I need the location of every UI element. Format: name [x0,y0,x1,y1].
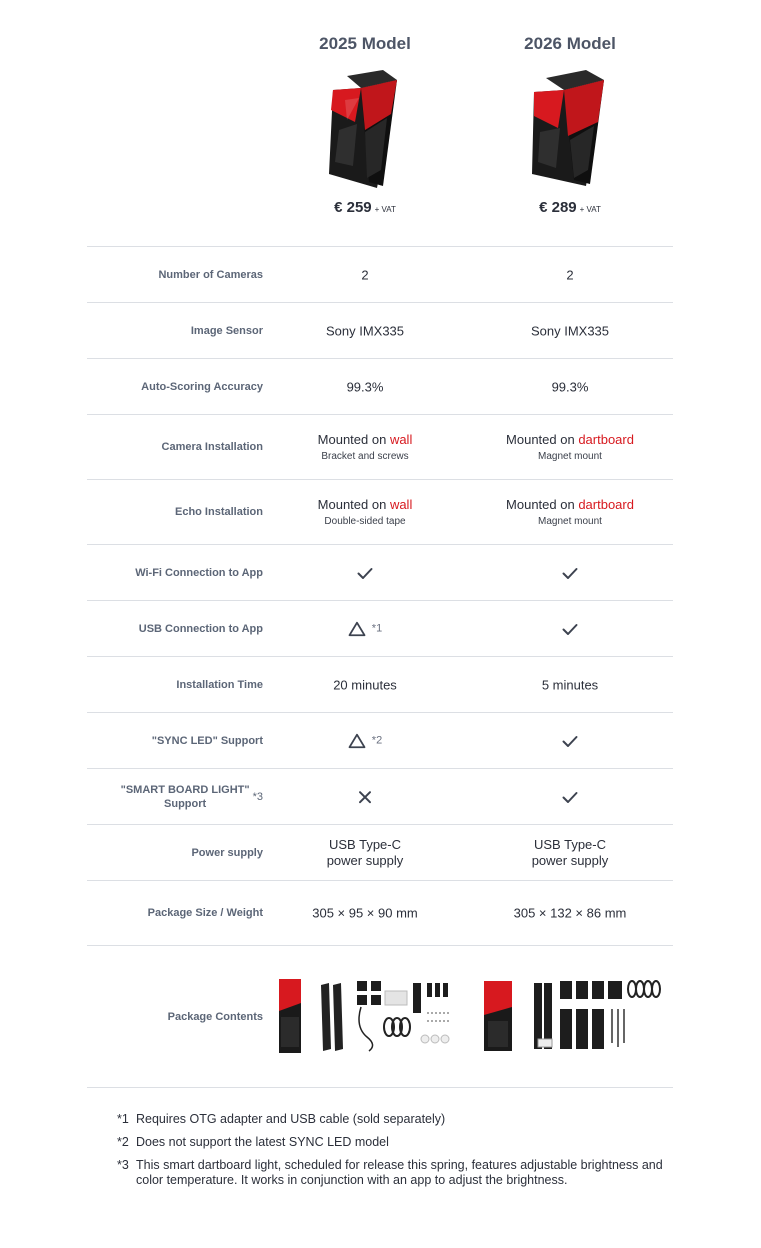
row-label: Echo Installation [174,506,263,518]
value-2026: Sony IMX335 [530,323,610,338]
vat-label: + VAT [579,205,601,214]
package-contents-2026-image [482,977,662,1057]
check-icon [562,792,578,804]
footnote-key: *3 [117,1158,129,1172]
mount-prefix: Mounted on [317,432,390,447]
value-2026 [475,621,665,636]
value-2025: 305 × 95 × 90 mm [312,905,418,921]
row-wifi-connection [87,544,673,600]
mount-prefix: Mounted on [506,432,579,447]
row-label: Camera Installation [161,441,263,453]
footnote-2 [117,1135,677,1150]
value-2026: 99.3% [551,379,589,394]
value-2026 [475,565,665,580]
row-label: Package Contents [167,1010,263,1023]
product-box-image [325,70,405,188]
footnote-ref: *1 [371,622,383,635]
price-amount: € 259 [334,199,372,216]
check-icon [562,624,578,636]
value-2025 [270,837,460,869]
check-icon [357,568,373,580]
row-label: Number of Cameras [158,268,263,281]
value-2026 [475,497,665,527]
row-camera-installation [87,414,673,479]
product-box-image [530,70,610,188]
row-label: Auto-Scoring Accuracy [141,380,263,393]
row-number-of-cameras [87,246,673,302]
value-2026: 5 minutes [541,677,599,692]
mount-prefix: Mounted on [506,497,579,512]
table-bottom-divider [87,1087,673,1088]
row-label: Installation Time [176,678,263,691]
row-label: USB Connection to App [138,622,263,635]
row-package-size [87,880,673,945]
value-2025 [270,732,460,749]
footnote-text: Does not support the latest SYNC LED model [136,1135,389,1149]
value-2026: 305 × 132 × 86 mm [513,905,627,921]
footnote-key: *1 [117,1112,129,1126]
row-label-line1: "SMART BOARD LIGHT" [120,783,250,796]
power-line2: power supply [326,852,404,868]
footnote-ref: *3 [252,790,263,803]
value-2025 [270,620,460,637]
value-2025 [270,432,460,462]
mount-location: wall [389,497,413,512]
mount-location: dartboard [578,432,634,447]
check-icon [562,568,578,580]
row-echo-installation [87,479,673,544]
cross-icon [358,790,372,804]
row-label: Image Sensor [190,324,263,337]
row-label: Wi-Fi Connection to App [135,566,263,579]
value-2026 [475,733,665,748]
row-sync-led-support [87,712,673,768]
mount-method: Magnet mount [538,516,602,527]
row-smart-board-light-support [87,768,673,824]
value-2025: Sony IMX335 [325,323,405,338]
row-label-line2: Support [164,797,207,810]
value-2025 [270,565,460,580]
row-image-sensor [87,302,673,358]
footnote-1 [117,1112,677,1127]
mount-location: dartboard [578,497,634,512]
price [470,199,670,216]
footnote-ref: *2 [371,734,383,747]
row-usb-connection [87,600,673,656]
value-2025 [270,497,460,527]
mount-prefix: Mounted on [317,497,390,512]
row-label: Package Size / Weight [147,907,263,919]
footnote-key: *2 [117,1135,129,1149]
package-contents-2025-image [277,977,452,1057]
power-line1: USB Type-C [328,836,401,852]
value-2025: 99.3% [346,379,384,394]
triangle-icon [348,621,366,637]
row-label: Power supply [191,846,263,859]
value-2026 [475,789,665,804]
model-title: 2025 Model [319,34,411,53]
comparison-table [87,246,673,1088]
value-2025: 2 [361,267,369,282]
value-2026: 2 [566,267,574,282]
value-2025 [270,789,460,805]
value-2026 [475,432,665,462]
row-auto-scoring-accuracy [87,358,673,414]
footnote-text: Requires OTG adapter and USB cable (sold separately) [136,1112,446,1126]
triangle-icon [348,733,366,749]
footnote-3 [117,1158,677,1188]
check-icon [562,736,578,748]
power-line2: power supply [531,852,609,868]
power-line1: USB Type-C [533,836,606,852]
value-2026 [475,837,665,869]
price-amount: € 289 [539,199,577,216]
row-label: "SYNC LED" Support [151,734,263,747]
mount-method: Magnet mount [538,451,602,462]
row-label [63,783,263,811]
mount-location: wall [389,432,413,447]
footnotes [117,1112,677,1196]
comparison-header [0,0,761,246]
price [265,199,465,216]
row-power-supply [87,824,673,880]
row-package-contents [87,945,673,1087]
row-installation-time [87,656,673,712]
value-2025: 20 minutes [333,677,397,692]
mount-method: Bracket and screws [321,451,409,462]
model-title: 2026 Model [524,34,616,53]
vat-label: + VAT [374,205,396,214]
mount-method: Double-sided tape [324,516,406,527]
footnote-text: This smart dartboard light, scheduled for release this spring, features adjustable brightness and color temperature. It works in conjunction with an app to adjust the brightness. [136,1158,663,1187]
